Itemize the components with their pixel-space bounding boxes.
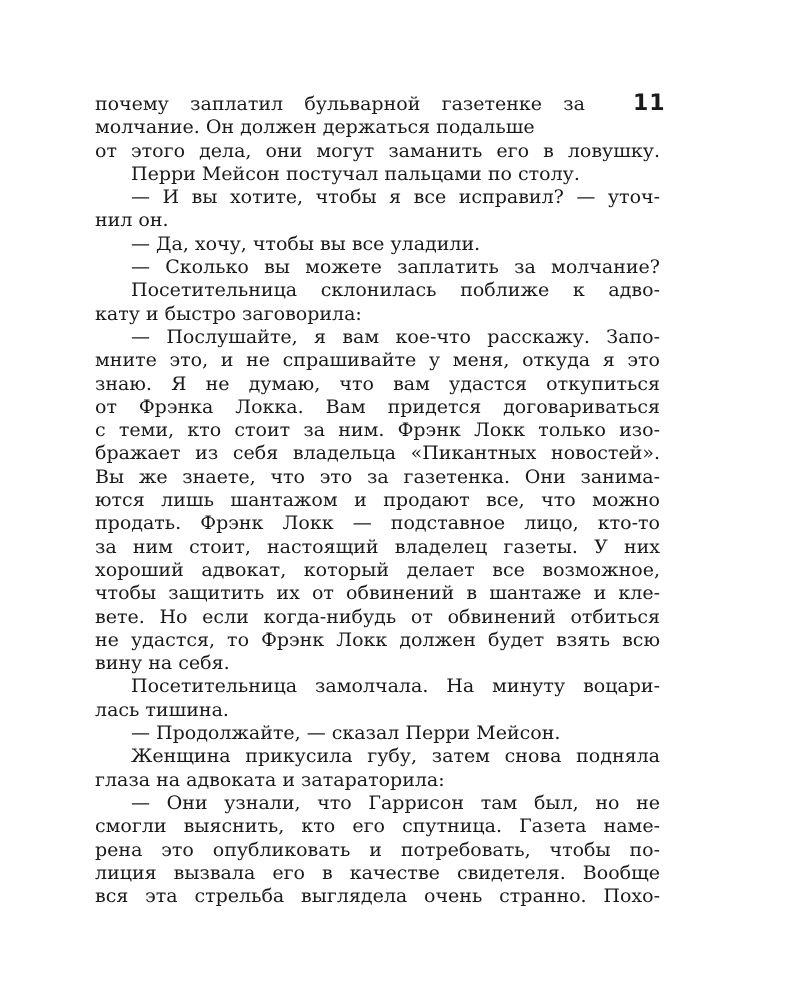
text-line: вете. Но если когда-нибудь от обвинений отбиться — [95, 605, 660, 628]
text-line: не удастся, то Фрэнк Локк должен будет взять всю — [95, 628, 660, 651]
page-text — [95, 93, 660, 908]
text-line: Посетительница замолчала. На минуту воцари- — [131, 675, 660, 698]
text-line: Женщина прикусила губу, затем снова подняла — [131, 745, 660, 768]
text-line: — И вы хотите, чтобы я все исправил? — уточ- — [131, 186, 660, 209]
text-line: Посетительница склонилась поближе к адво- — [131, 279, 660, 302]
page-number: 11 — [633, 91, 666, 116]
text-line: — Послушайте, я вам кое-что расскажу. Запо- — [131, 325, 660, 348]
text-line: Перри Мейсон постучал пальцами по столу. — [131, 162, 580, 185]
text-line: лиция вызвала его в качестве свидетеля. Вообще — [95, 861, 660, 884]
text-line: вину на себя. — [95, 652, 230, 675]
text-line: с теми, кто стоит за ним. Фрэнк Локк только изо- — [95, 419, 660, 442]
text-line: нил он. — [95, 209, 169, 232]
text-line: от этого дела, они могут заманить его в ловушку. — [95, 139, 660, 162]
text-line: смогли выяснить, кто его спутница. Газета наме- — [95, 815, 660, 838]
text-line: ются лишь шантажом и продают все, что можно — [95, 489, 660, 512]
text-line: за ним стоит, настоящий владелец газеты. У них — [95, 535, 660, 558]
text-line: от Фрэнка Локка. Вам придется договариваться — [95, 395, 660, 418]
text-line: вся эта стрельба выглядела очень странно. Похо- — [95, 885, 660, 908]
text-line: — Продолжайте, — сказал Перри Мейсон. — [131, 722, 561, 745]
text-line: бражает из себя владельца «Пикантных новостей». — [95, 442, 660, 465]
text-line: — Да, хочу, чтобы вы все уладили. — [131, 232, 481, 255]
text-line: лась тишина. — [95, 698, 229, 721]
text-line: мните это, и не спрашивайте у меня, откуда я это — [95, 349, 660, 372]
text-line: рена это опубликовать и потребовать, чтобы по- — [95, 838, 660, 861]
text-line: глаза на адвоката и затараторила: — [95, 768, 445, 791]
text-line: кату и быстро заговорила: — [95, 302, 362, 325]
text-line: — Они узнали, что Гаррисон там был, но не — [131, 791, 660, 814]
text-line: хороший адвокат, который делает все возможное, — [95, 558, 660, 581]
text-line: молчание. Он должен держаться подальше — [95, 116, 535, 139]
text-line: Вы же знаете, что это за газетенка. Они занима- — [95, 465, 660, 488]
text-line: чтобы защитить их от обвинений в шантаже и кле- — [95, 582, 660, 605]
text-line: знаю. Я не думаю, что вам удастся откупиться — [95, 372, 660, 395]
text-line: продать. Фрэнк Локк — подставное лицо, кто-то — [95, 512, 660, 535]
text-line: почему заплатил бульварной газетенке за — [95, 93, 585, 115]
text-line: — Сколько вы можете заплатить за молчание? — [131, 256, 660, 279]
